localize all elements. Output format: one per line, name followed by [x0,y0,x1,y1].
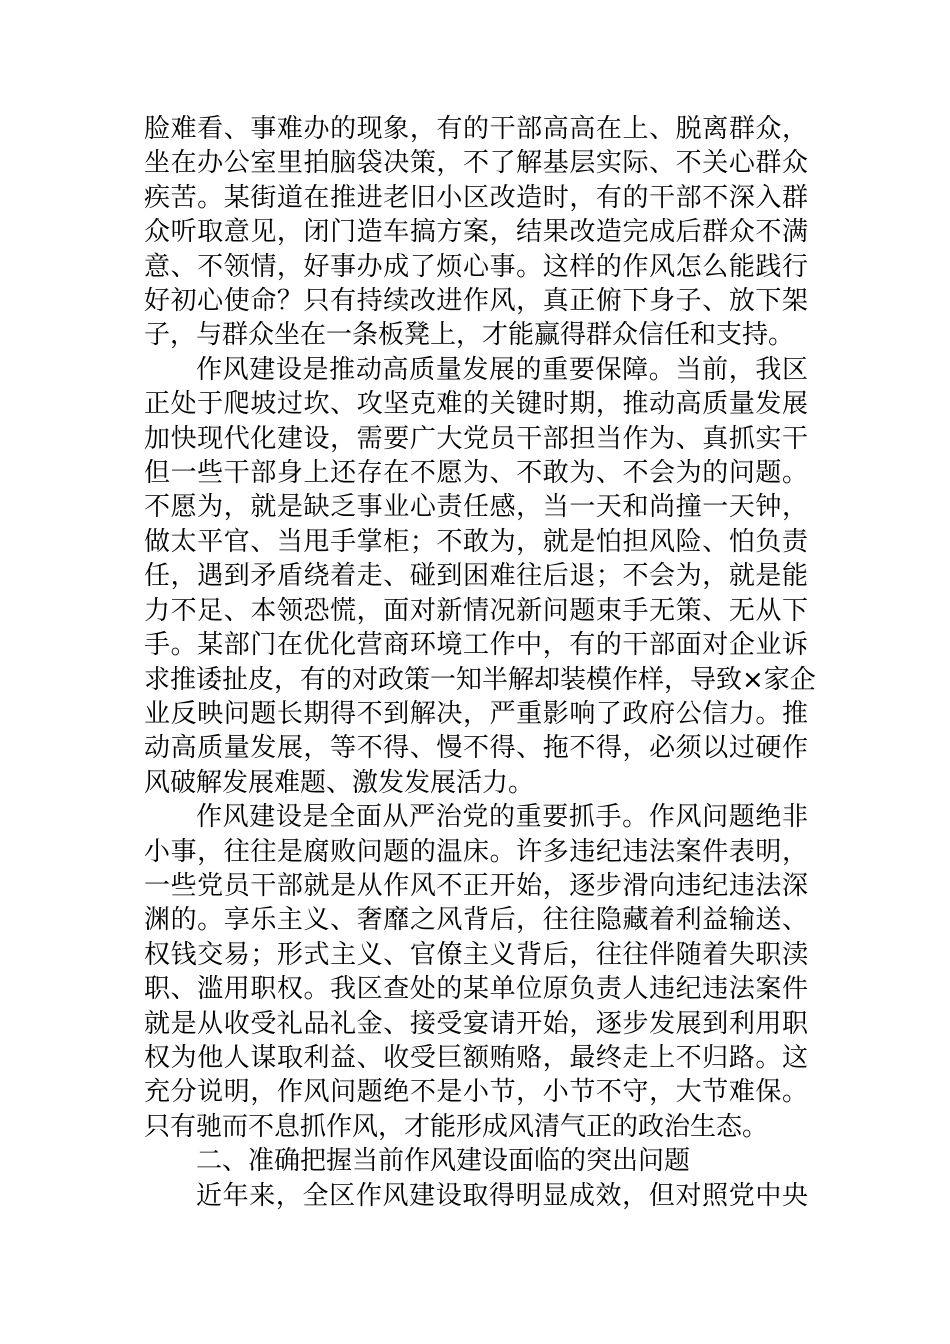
text-line: 意、不领情，好事办成了烦心事。这样的作风怎么能践行 [144,251,808,282]
text-line: 动高质量发展，等不得、慢不得、拖不得，必须以过硬作 [144,733,808,764]
text-line: 坐在办公室里拍脑袋决策，不了解基层实际、不关心群众 [144,148,808,179]
text-line: 职、滥用职权。我区查处的某单位原负责人违纪违法案件 [144,974,808,1005]
paragraph [144,353,816,800]
text-line: 渊的。享乐主义、奢靡之风背后，往往隐藏着利益输送、 [144,905,808,936]
text-line: 不愿为，就是缺乏事业心责任感，当一天和尚撞一天钟， [144,492,808,523]
text-line: 风破解发展难题、激发发展活力。 [144,767,535,798]
text-line: 正处于爬坡过坎、攻坚克难的关键时期，推动高质量发展 [144,389,808,420]
text-line: 权为他人谋取利益、收受巨额贿赂，最终走上不归路。这 [144,1042,808,1073]
text-line: 任，遇到矛盾绕着走、碰到困难往后退；不会为，就是能 [144,561,808,592]
text-line: 小事，往往是腐败问题的温床。许多违纪违法案件表明， [144,836,808,867]
text-line: 众听取意见，闭门造车搞方案，结果改造完成后群众不满 [144,217,808,248]
text-line: 只有驰而不息抓作风，才能形成风清气正的政治生态。 [144,1111,769,1142]
paragraph [144,800,808,1144]
text-line: 作风建设是推动高质量发展的重要保障。当前，我区 [196,354,808,385]
text-line: 疾苦。某街道在推进老旧小区改造时，有的干部不深入群 [144,182,808,213]
text-line: 做太平官、当甩手掌柜；不敢为，就是怕担风险、怕负责 [144,526,808,557]
paragraph [144,1179,808,1213]
text-line: 力不足、本领恐慌，面对新情况新问题束手无策、无从下 [144,595,808,626]
paragraph [144,112,808,353]
text-line: 好初心使命？只有持续改进作风，真正俯下身子、放下架 [144,286,808,317]
text-line: 一些党员干部就是从作风不正开始，逐步滑向违纪违法深 [144,870,808,901]
section-heading: 二、准确把握当前作风建设面临的突出问题 [196,1146,691,1177]
text-line: 加快现代化建设，需要广大党员干部担当作为、真抓实干 [144,423,808,454]
text-line: 近年来，全区作风建设取得明显成效，但对照党中央 [196,1180,808,1211]
text-line: 就是从收受礼品礼金、接受宴请开始，逐步发展到利用职 [144,1008,808,1039]
text-line: 求推诿扯皮，有的对政策一知半解却装模作样，导致×家企 [144,664,816,695]
text-line: 子，与群众坐在一条板凳上，才能赢得群众信任和支持。 [144,320,795,351]
text-line: 充分说明，作风问题绝不是小节，小节不守，大节难保。 [144,1077,808,1108]
document-body [144,112,816,1213]
text-line: 业反映问题长期得不到解决，严重影响了政府公信力。推 [144,698,808,729]
text-line: 脸难看、事难办的现象，有的干部高高在上、脱离群众， [144,114,808,144]
text-line: 权钱交易；形式主义、官僚主义背后，往往伴随着失职渎 [144,939,808,970]
text-line: 作风建设是全面从严治党的重要抓手。作风问题绝非 [196,802,808,833]
text-line: 但一些干部身上还存在不愿为、不敢为、不会为的问题。 [144,458,808,489]
text-line: 手。某部门在优化营商环境工作中，有的干部面对企业诉 [144,630,808,661]
